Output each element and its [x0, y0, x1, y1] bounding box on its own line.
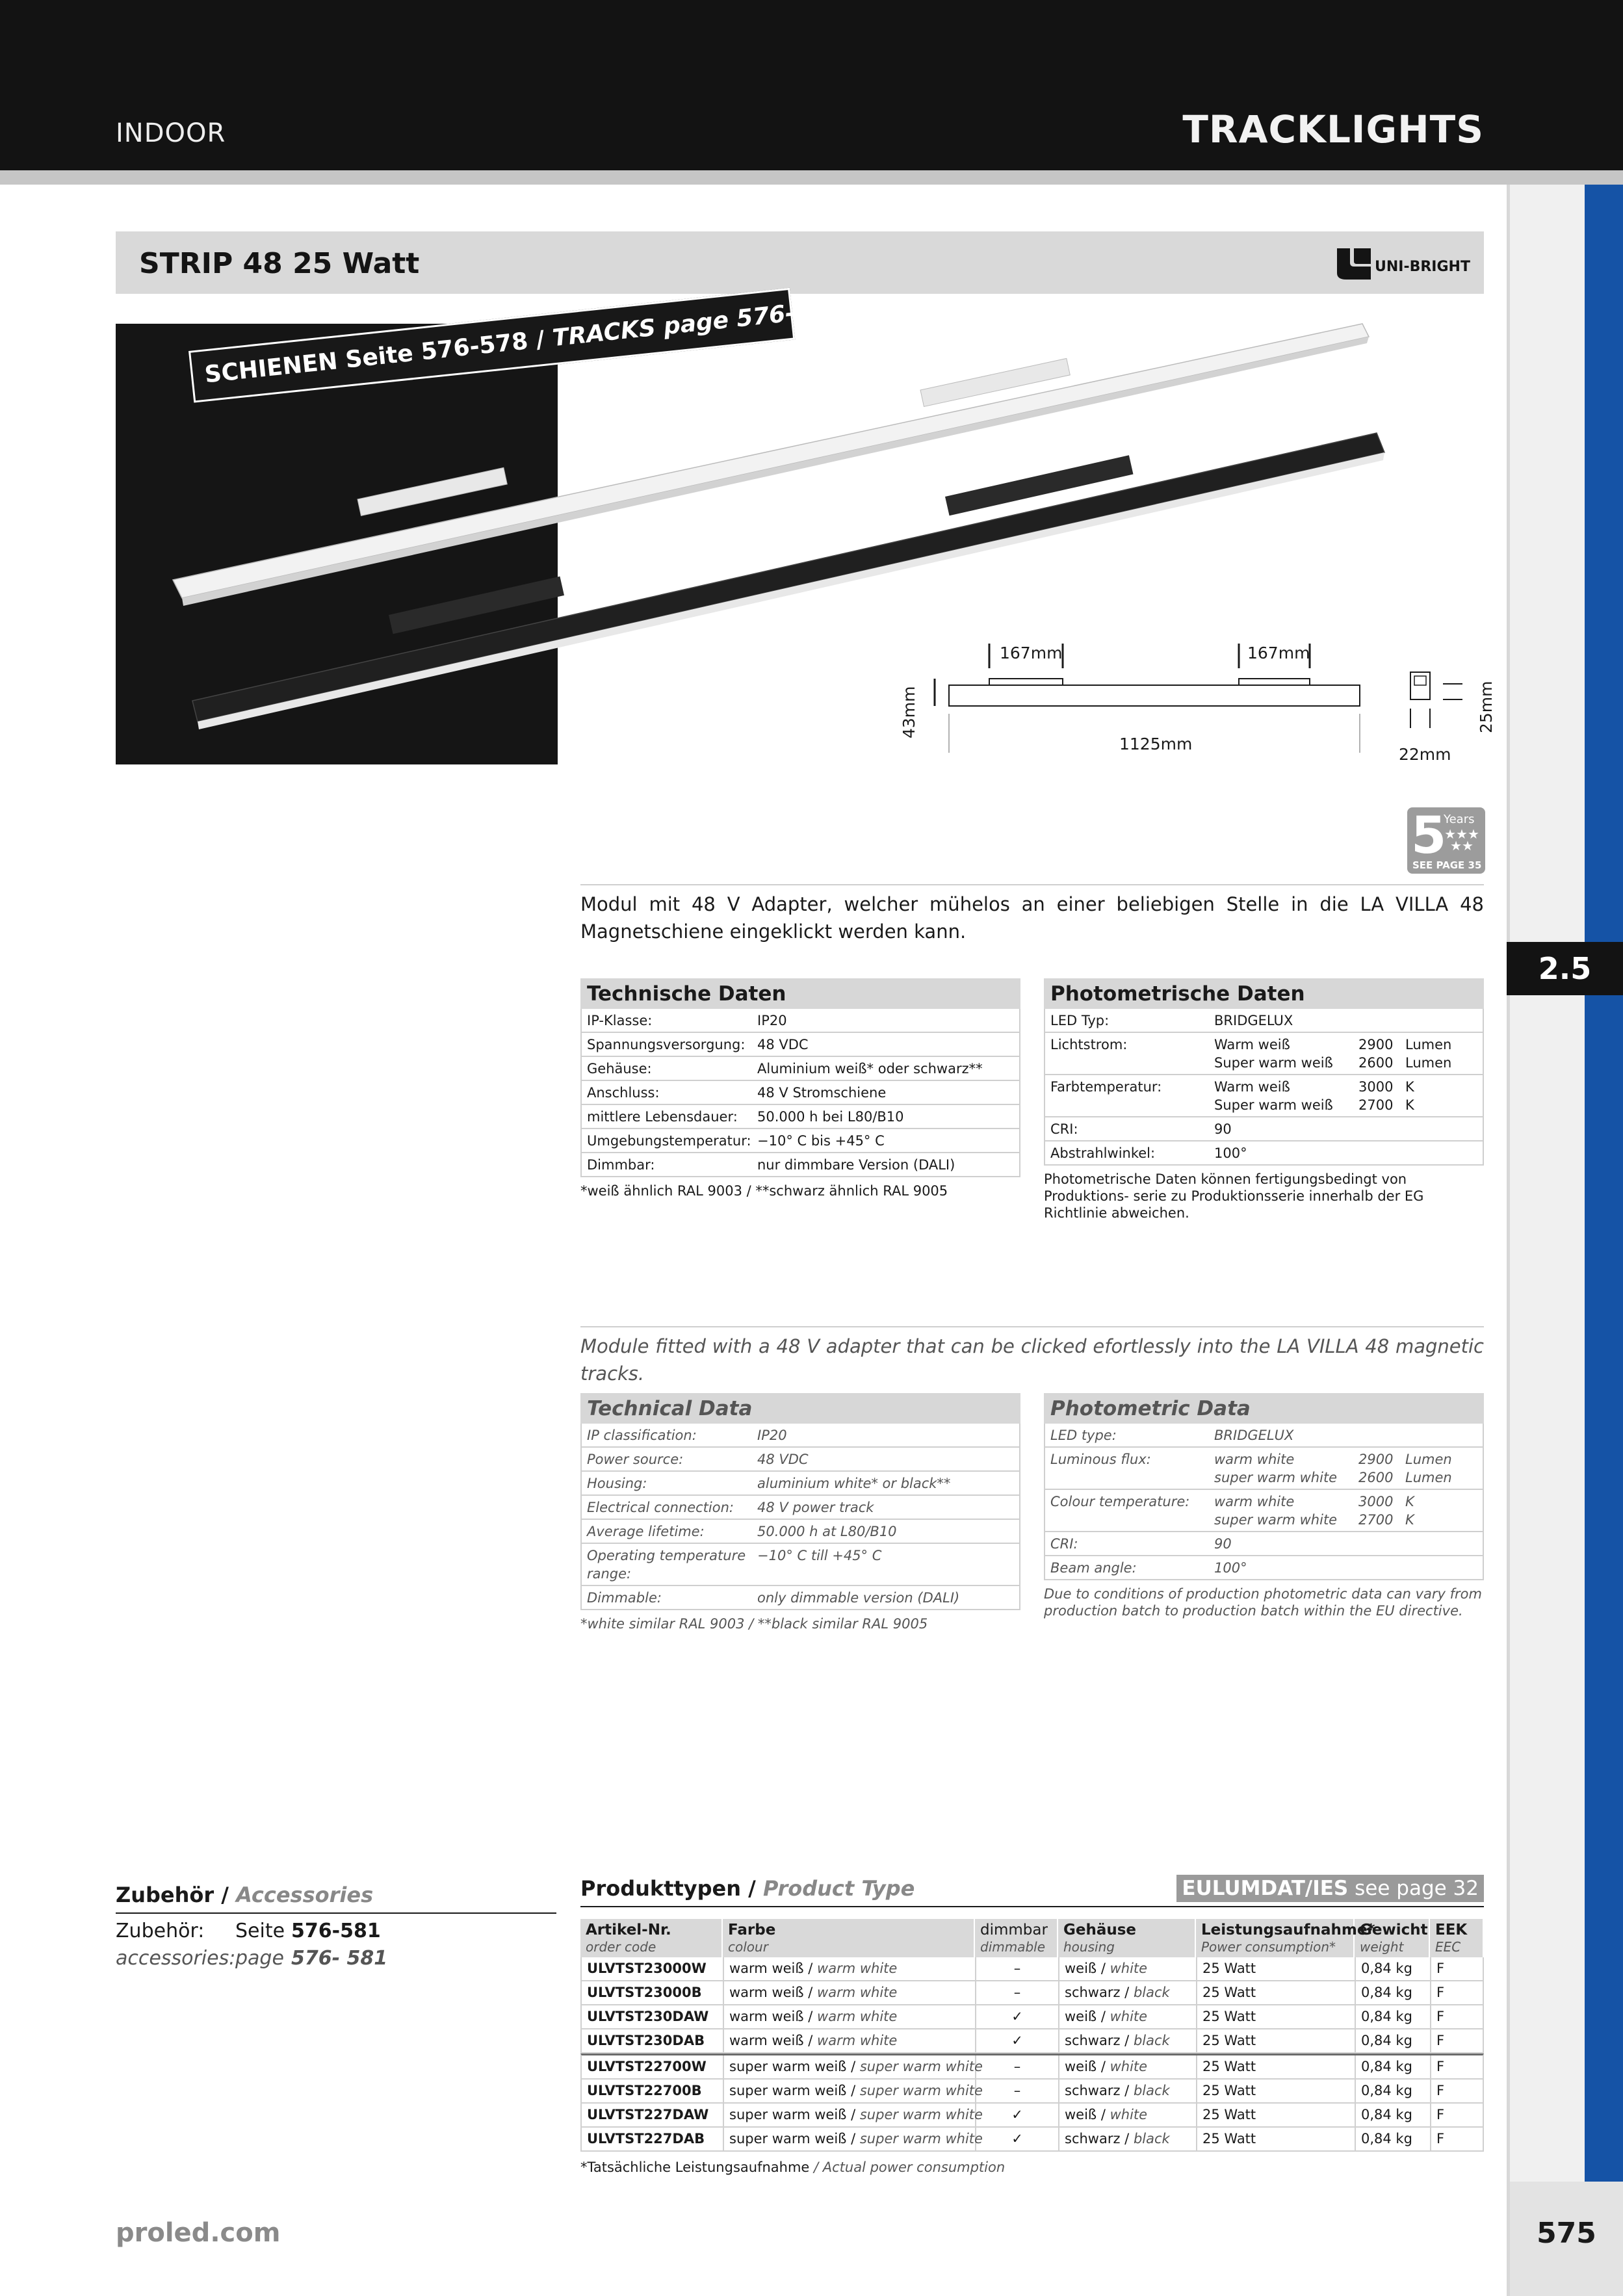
table-row[interactable] [580, 2054, 1484, 2080]
sub-number: 3000 [1358, 1079, 1394, 1095]
housing-en: black [1133, 1985, 1170, 2000]
table-row [1044, 1075, 1484, 1117]
row-value: −10° C till +45° C [757, 1548, 882, 1563]
header-de: EEK [1435, 1922, 1468, 1938]
photometric-data-en-table [1044, 1393, 1484, 1619]
eec-cell: F [1436, 2009, 1445, 2024]
table-row [1044, 1532, 1484, 1556]
table-row [580, 1544, 1020, 1586]
dimension-adapter-left: 167mm [1000, 644, 1063, 662]
dimension-height: 43mm [900, 686, 918, 738]
table-row[interactable] [580, 2029, 1484, 2054]
colour-cell: warm weiß / warm white [724, 2005, 976, 2028]
row-label: CRI: [1050, 1536, 1078, 1552]
product-types-section [580, 1876, 1484, 2175]
colour-en: super warm white [859, 2107, 983, 2122]
header-de: dimmbar [980, 1922, 1048, 1938]
product-types-title: Produkttypen / Product Type [580, 1876, 1484, 1907]
row-label: Spannungsversorgung: [587, 1037, 746, 1052]
eec-cell: F [1436, 2059, 1445, 2074]
housing-de: weiß [1065, 2107, 1097, 2122]
section-label: INDOOR [116, 118, 226, 148]
tracks-banner-en: TRACKS page 576-578 [551, 294, 845, 352]
power-cell: 25 Watt [1197, 2128, 1356, 2150]
row-label: IP classification: [587, 1428, 697, 1443]
tech-data-de-table [580, 978, 1020, 1199]
photometric-data-en-title: Photometric Data [1044, 1393, 1484, 1424]
row-label: Colour temperature: [1050, 1494, 1190, 1509]
order-code: ULVTST230DAB [582, 2029, 724, 2052]
weight-cell: 0,84 kg [1356, 2055, 1431, 2078]
row-label: Luminous flux: [1050, 1452, 1151, 1467]
row-label: Abstrahlwinkel: [1050, 1145, 1156, 1161]
colour-de: super warm weiß [729, 2107, 847, 2122]
row-value-group [1214, 1036, 1477, 1072]
housing-cell: weiß / white [1059, 2104, 1197, 2126]
row-label: Lichtstrom: [1050, 1037, 1128, 1052]
dimmable-cell: ✓ [976, 2005, 1059, 2028]
eulumdat-see-page: see page 32 [1355, 1877, 1479, 1900]
colour-cell: warm weiß / warm white [724, 2029, 976, 2052]
table-row [1044, 1424, 1484, 1448]
accessories-title-en: Accessories [236, 1883, 374, 1907]
housing-de: schwarz [1065, 2131, 1121, 2146]
weight-cell: 0,84 kg [1356, 1981, 1431, 2004]
dimmable-cell: – [976, 1957, 1059, 1980]
accessories-row-de[interactable] [116, 1918, 556, 1945]
table-row[interactable] [580, 2080, 1484, 2104]
housing-cell: weiß / white [1059, 2005, 1197, 2028]
colour-de: warm weiß [729, 2009, 804, 2024]
sub-label: super warm white [1214, 1512, 1338, 1528]
column-header [1355, 1919, 1430, 1957]
sub-number: 2900 [1358, 1452, 1394, 1467]
order-code: ULVTST22700B [582, 2080, 724, 2102]
row-value: 100° [1214, 1560, 1247, 1576]
row-value: BRIDGELUX [1214, 1013, 1293, 1028]
row-value: 48 VDC [757, 1037, 809, 1052]
colour-cell: super warm weiß / super warm white [724, 2080, 976, 2102]
colour-de: warm weiß [729, 1961, 804, 1976]
row-value: 48 V power track [757, 1500, 874, 1515]
page-number: 575 [1537, 2217, 1596, 2250]
row-label: Operating temperature range: [587, 1548, 746, 1582]
housing-de: weiß [1065, 2059, 1097, 2074]
table-row [580, 1496, 1020, 1520]
accessories-page-range: 576-581 [291, 1920, 381, 1942]
table-header-row [580, 1919, 1484, 1957]
row-value: Aluminium weiß* oder schwarz** [757, 1061, 983, 1076]
weight-cell: 0,84 kg [1356, 2128, 1431, 2150]
colour-en: super warm white [859, 2131, 983, 2146]
weight-cell: 0,84 kg [1356, 2005, 1431, 2028]
eec-cell: F [1436, 1985, 1445, 2000]
table-row [1044, 1448, 1484, 1490]
column-header [580, 1919, 723, 1957]
product-types-table [580, 1919, 1484, 2152]
header-en: EEC [1435, 1939, 1461, 1955]
dimension-adapter-right: 167mm [1247, 644, 1310, 662]
row-label: Housing: [587, 1476, 647, 1491]
sub-number: 2900 [1358, 1037, 1394, 1052]
table-row[interactable] [580, 1957, 1484, 1981]
tracks-banner-de: SCHIENEN Seite 576-578 [203, 328, 530, 389]
table-row [580, 1424, 1020, 1448]
sub-number: 2600 [1358, 1055, 1394, 1071]
colour-cell: warm weiß / warm white [724, 1981, 976, 2004]
row-label: Farbtemperatur: [1050, 1079, 1162, 1095]
colour-en: warm white [817, 1961, 898, 1976]
table-row [1044, 1141, 1484, 1166]
row-label: Umgebungstemperatur: [587, 1133, 751, 1149]
housing-en: white [1110, 2107, 1148, 2122]
brand-name: UNI-BRIGHT [1375, 259, 1470, 275]
colour-cell: warm weiß / warm white [724, 1957, 976, 1980]
weight-cell: 0,84 kg [1356, 2080, 1431, 2102]
order-code: ULVTST23000B [582, 1981, 724, 2004]
sub-unit: Lumen [1405, 1037, 1452, 1052]
table-row [580, 1129, 1020, 1153]
row-value: IP20 [757, 1013, 787, 1028]
column-header [1058, 1919, 1196, 1957]
row-value: 48 VDC [757, 1452, 809, 1467]
header-en: weight [1360, 1939, 1404, 1955]
header-en: colour [728, 1939, 768, 1955]
row-value: IP20 [757, 1428, 787, 1443]
row-value: BRIDGELUX [1214, 1428, 1294, 1443]
divider [580, 1326, 1484, 1327]
chapter-tab[interactable]: 2.5 [1507, 942, 1623, 995]
weight-cell: 0,84 kg [1356, 2029, 1431, 2052]
row-label: CRI: [1050, 1121, 1078, 1137]
row-label: Beam angle: [1050, 1560, 1137, 1576]
sub-unit: Lumen [1405, 1055, 1452, 1071]
row-value: 90 [1214, 1536, 1232, 1552]
row-value-group [1214, 1450, 1477, 1487]
sub-unit: Lumen [1405, 1470, 1452, 1485]
product-types-title-de: Produkttypen [580, 1876, 742, 1901]
housing-cell: schwarz / black [1059, 2029, 1197, 2052]
power-cell: 25 Watt [1197, 2080, 1356, 2102]
description-en: Module fitted with a 48 V adapter that can be clicked efortlessly into the LA VILLA 48 magnetic tracks. [580, 1335, 1484, 1385]
row-value: 48 V Stromschiene [757, 1085, 887, 1101]
header-de: Gehäuse [1063, 1922, 1137, 1938]
table-row [580, 1520, 1020, 1544]
housing-de: weiß [1065, 1961, 1097, 1976]
row-label: Dimmbar: [587, 1157, 655, 1173]
colour-en: warm white [817, 2033, 898, 2048]
colour-en: warm white [817, 1985, 898, 2000]
power-cell: 25 Watt [1197, 2104, 1356, 2126]
table-row [580, 1586, 1020, 1610]
header-en: housing [1063, 1939, 1115, 1955]
sub-unit: K [1405, 1097, 1414, 1113]
sub-unit: K [1405, 1512, 1414, 1528]
order-code: ULVTST23000W [582, 1957, 724, 1980]
housing-de: schwarz [1065, 2083, 1121, 2098]
sub-label: warm white [1214, 1452, 1295, 1467]
photometric-data-de-note: Photometrische Daten können fertigungsbedingt von Produktions- serie zu Produktionsserie innerhalb der EG Richtlinie abweichen. [1044, 1171, 1424, 1221]
warranty-years-label: Years [1444, 813, 1475, 826]
row-label: Electrical connection: [587, 1500, 734, 1515]
right-margin-divider [1507, 185, 1510, 2296]
column-header [1196, 1919, 1375, 1957]
dimension-profile-height: 25mm [1477, 681, 1496, 733]
dimmable-cell: ✓ [976, 2029, 1059, 2052]
colour-en: warm white [817, 2009, 898, 2024]
table-row [580, 1153, 1020, 1177]
sub-label: Super warm weiß [1214, 1097, 1333, 1113]
header-de: Artikel-Nr. [586, 1922, 671, 1938]
eec-cell: F [1436, 2083, 1445, 2098]
row-label: Power source: [587, 1452, 684, 1467]
tech-data-de-title: Technische Daten [580, 978, 1020, 1009]
row-value: 90 [1214, 1121, 1232, 1137]
colour-de: warm weiß [729, 1985, 804, 2000]
sub-number: 2700 [1358, 1512, 1394, 1528]
eec-cell: F [1436, 2107, 1445, 2122]
table-row [580, 1081, 1020, 1105]
power-cell: 25 Watt [1197, 2005, 1356, 2028]
colour-cell: super warm weiß / super warm white [724, 2104, 976, 2126]
table-row [580, 1472, 1020, 1496]
header-de: Gewicht [1360, 1922, 1428, 1938]
column-header [975, 1919, 1058, 1957]
colour-de: super warm weiß [729, 2059, 847, 2074]
eec-cell: F [1436, 1961, 1445, 1976]
dimmable-cell: – [976, 2080, 1059, 2102]
accessories-page-range: 576- 581 [291, 1947, 388, 1970]
table-row [1044, 1009, 1484, 1033]
row-value: nur dimmbare Version (DALI) [757, 1157, 955, 1173]
order-code: ULVTST227DAB [582, 2128, 724, 2150]
row-value: aluminium white* or black** [757, 1476, 951, 1491]
power-cell: 25 Watt [1197, 2055, 1356, 2078]
row-value: 50.000 h at L80/B10 [757, 1524, 897, 1539]
power-cell: 25 Watt [1197, 2029, 1356, 2052]
weight-cell: 0,84 kg [1356, 2104, 1431, 2126]
table-row[interactable] [580, 2128, 1484, 2152]
product-title-bar [116, 231, 1484, 294]
accessories-page-word: page [235, 1947, 284, 1970]
note-de: *Tatsächliche Leistungsaufnahme [580, 2159, 810, 2175]
housing-en: black [1133, 2131, 1170, 2146]
order-code: ULVTST227DAW [582, 2104, 724, 2126]
housing-de: schwarz [1065, 1985, 1121, 2000]
row-value-group [1214, 1078, 1477, 1114]
order-code: ULVTST230DAW [582, 2005, 724, 2028]
photometric-data-en-note: Due to conditions of production photometric data can vary from production batch to production batch within the EU directive. [1044, 1586, 1482, 1619]
housing-cell: weiß / white [1059, 2055, 1197, 2078]
order-code: ULVTST22700W [582, 2055, 724, 2078]
sub-number: 2600 [1358, 1470, 1394, 1485]
sub-label: Warm weiß [1214, 1037, 1290, 1052]
eec-cell: F [1436, 2131, 1445, 2146]
row-value-group [1214, 1493, 1477, 1529]
colour-cell: super warm weiß / super warm white [724, 2128, 976, 2150]
colour-en: super warm white [859, 2059, 983, 2074]
row-label: LED type: [1050, 1428, 1117, 1443]
product-types-note [580, 2159, 1484, 2175]
accessories-label: Zubehör: [116, 1920, 205, 1942]
row-label: mittlere Lebensdauer: [587, 1109, 738, 1125]
warranty-see-page: SEE PAGE 35 [1412, 859, 1482, 871]
header-en: Power consumption* [1201, 1939, 1336, 1955]
dimmable-cell: – [976, 2055, 1059, 2078]
header-en: order code [586, 1939, 656, 1955]
product-title: STRIP 48 25 Watt [139, 247, 420, 280]
category-title: TRACKLIGHTS [1182, 107, 1484, 151]
row-label: Dimmable: [587, 1590, 662, 1606]
dimmable-cell: – [976, 1981, 1059, 2004]
warranty-badge[interactable] [1407, 807, 1485, 874]
dimmable-cell: ✓ [976, 2128, 1059, 2150]
row-label: Gehäuse: [587, 1061, 652, 1076]
table-row[interactable] [580, 2005, 1484, 2029]
colour-de: warm weiß [729, 2033, 804, 2048]
accessories-label: accessories: [116, 1947, 236, 1970]
header-de: Farbe [728, 1922, 776, 1938]
housing-de: schwarz [1065, 2033, 1121, 2048]
chapter-color-bar [1585, 185, 1623, 2182]
table-row [580, 1105, 1020, 1129]
housing-cell: schwarz / black [1059, 2128, 1197, 2150]
housing-cell: schwarz / black [1059, 2080, 1197, 2102]
row-value: 50.000 h bei L80/B10 [757, 1109, 904, 1125]
eulumdat-label: EULUMDAT/IES [1182, 1877, 1349, 1900]
dimension-profile-width: 22mm [1399, 745, 1451, 764]
row-label: LED Typ: [1050, 1013, 1110, 1028]
row-value: only dimmable version (DALI) [757, 1590, 960, 1606]
table-row[interactable] [580, 2104, 1484, 2128]
tracks-banner-separator: / [526, 325, 554, 355]
sub-unit: Lumen [1405, 1452, 1452, 1467]
colour-de: super warm weiß [729, 2083, 847, 2098]
header-de: Leistungsaufnahme* [1201, 1922, 1375, 1938]
tech-data-en-title: Technical Data [580, 1393, 1020, 1424]
table-row [1044, 1490, 1484, 1532]
power-cell: 25 Watt [1197, 1957, 1356, 1980]
footer-website-link[interactable]: proled.com [116, 2218, 281, 2248]
tech-data-en-note: *white similar RAL 9003 / **black similar RAL 9005 [580, 1616, 928, 1632]
table-row [580, 1057, 1020, 1081]
column-header [723, 1919, 975, 1957]
housing-en: white [1110, 2009, 1148, 2024]
note-en: Actual power consumption [822, 2159, 1006, 2175]
tech-data-de-note: *weiß ähnlich RAL 9003 / **schwarz ähnlich RAL 9005 [580, 1183, 948, 1199]
column-header [1430, 1919, 1484, 1957]
colour-en: super warm white [859, 2083, 983, 2098]
table-row[interactable] [580, 1981, 1484, 2005]
note-separator: / [809, 2159, 823, 2175]
sub-label: Warm weiß [1214, 1079, 1290, 1095]
row-value: −10° C bis +45° C [757, 1133, 885, 1149]
header-en: dimmable [980, 1939, 1046, 1955]
photometric-data-de-title: Photometrische Daten [1044, 978, 1484, 1009]
divider [580, 884, 1484, 885]
accessories-section [116, 1883, 556, 1972]
housing-en: white [1110, 2059, 1148, 2074]
power-cell: 25 Watt [1197, 1981, 1356, 2004]
accessories-row-en[interactable] [116, 1945, 556, 1972]
table-row [580, 1033, 1020, 1057]
table-row [580, 1009, 1020, 1033]
warranty-stars-icon: ★★★ ★★ [1444, 826, 1479, 854]
eec-cell: F [1436, 2033, 1445, 2048]
header-divider [0, 170, 1623, 185]
product-types-title-en: Product Type [763, 1876, 915, 1901]
housing-de: weiß [1065, 2009, 1097, 2024]
housing-cell: schwarz / black [1059, 1981, 1197, 2004]
accessories-title-de: Zubehör [116, 1883, 214, 1907]
uni-bright-logo-icon [1334, 244, 1373, 282]
colour-de: super warm weiß [729, 2131, 847, 2146]
table-row [1044, 1556, 1484, 1580]
sub-label: Super warm weiß [1214, 1055, 1333, 1071]
row-label: Anschluss: [587, 1085, 660, 1101]
table-row [1044, 1033, 1484, 1075]
dimmable-cell: ✓ [976, 2104, 1059, 2126]
table-row [1044, 1117, 1484, 1141]
weight-cell: 0,84 kg [1356, 1957, 1431, 1980]
row-value: 100° [1214, 1145, 1247, 1161]
row-label: IP-Klasse: [587, 1013, 653, 1028]
accessories-title: Zubehör / Accessories [116, 1883, 556, 1914]
dimension-length: 1125mm [1119, 735, 1193, 753]
housing-en: white [1110, 1961, 1148, 1976]
brand-logo [1334, 244, 1471, 282]
photometric-data-de-table [1044, 978, 1484, 1221]
sub-number: 2700 [1358, 1097, 1394, 1113]
sub-number: 3000 [1358, 1494, 1394, 1509]
table-row [580, 1448, 1020, 1472]
sub-label: super warm white [1214, 1470, 1338, 1485]
housing-cell: weiß / white [1059, 1957, 1197, 1980]
sub-unit: K [1405, 1079, 1414, 1095]
housing-en: black [1133, 2083, 1170, 2098]
sub-label: warm white [1214, 1494, 1295, 1509]
accessories-page-word: Seite [235, 1920, 285, 1942]
description-de: Modul mit 48 V Adapter, welcher mühelos an einer beliebigen Stelle in die LA VILLA 48 Magnetschiene eingeklickt werden kann. [580, 893, 1484, 943]
row-label: Average lifetime: [587, 1524, 705, 1539]
eulumdat-link[interactable] [1176, 1875, 1484, 1902]
tech-data-en-table [580, 1393, 1020, 1632]
colour-cell: super warm weiß / super warm white [724, 2055, 976, 2078]
warranty-years-number: 5 [1411, 807, 1447, 865]
housing-en: black [1133, 2033, 1170, 2048]
sub-unit: K [1405, 1494, 1414, 1509]
